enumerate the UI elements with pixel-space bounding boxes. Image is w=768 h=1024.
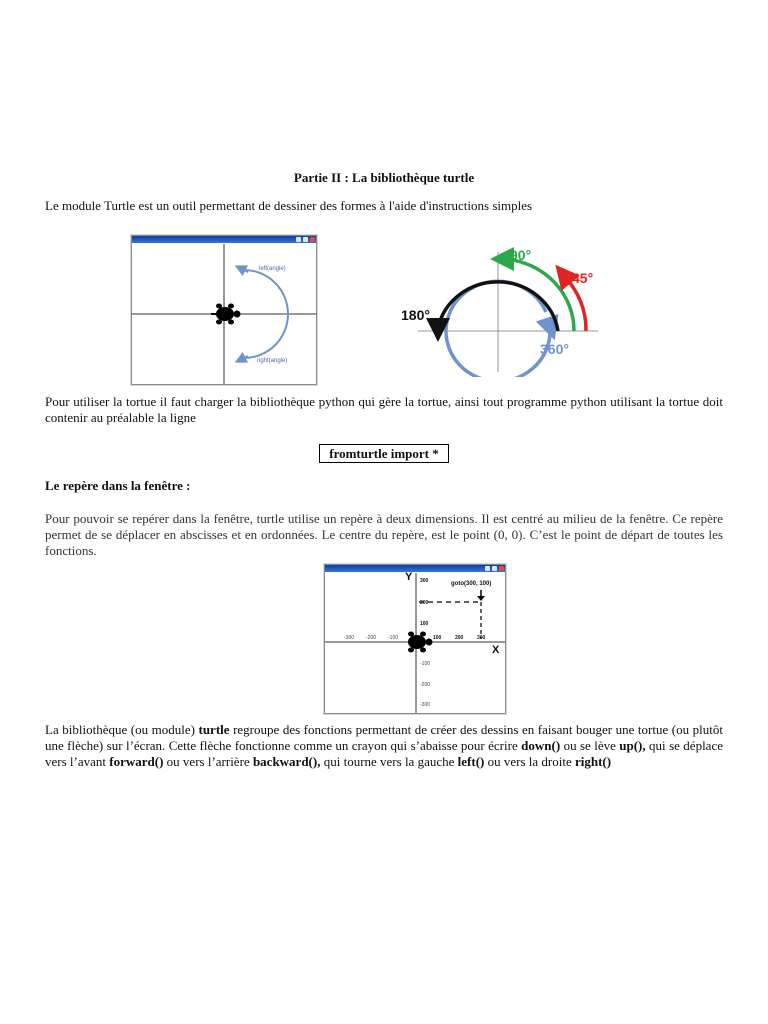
function-backward: backward(), bbox=[252, 754, 321, 769]
paragraph-coordinate-system: Pour pouvoir se repérer dans la fenêtre, turtle utilise un repère à deux dimensions. Il est centré au milieu de la fenêtre. Ce repère permet de se déplacer en abscisses et en ordonnées. Le centre du repère, est le point (0, 0). C’est le point de départ de toutes les fonctions. bbox=[45, 511, 723, 558]
turtle-icon bbox=[408, 632, 433, 653]
x-tick-label: 300 bbox=[477, 635, 486, 641]
text-run: ou vers la droite bbox=[484, 754, 575, 769]
text-run: ou vers l’arrière bbox=[163, 754, 253, 769]
turtle-icon bbox=[211, 304, 241, 325]
paragraph-import-instructions: Pour utiliser la tortue il faut charger la bibliothèque python qui gère la tortue, ainsi tout programme python utilisant la tortue doit contenir au préalable la ligne bbox=[45, 394, 723, 425]
x-axis-label: X bbox=[492, 644, 500, 656]
text-run: qui tourne vers la gauche bbox=[320, 754, 458, 769]
turtle-window-figure bbox=[131, 235, 317, 385]
right-angle-label: right(angle) bbox=[257, 358, 288, 364]
code-import-line: fromturtle import * bbox=[319, 444, 449, 463]
intro-paragraph: Le module Turtle est un outil permettant de dessiner des formes à l'aide d'instructions simples bbox=[45, 198, 533, 213]
text-run: qui se déplace vers l’avant bbox=[45, 738, 723, 769]
angle-360-label: 360° bbox=[540, 341, 569, 357]
angle-90-label: 90° bbox=[510, 247, 532, 263]
section-heading: Le repère dans la fenêtre : bbox=[45, 478, 191, 493]
x-tick-label: 200 bbox=[455, 635, 464, 641]
y-axis-label: Y bbox=[405, 571, 413, 583]
text-run: regroupe des fonctions permettant de créer des dessins en faisant bouger une tortue (ou plutôt une flèche) sur l’écran. Cette flèche fonctionne comme un crayon qui s’abaisse pour écrire bbox=[45, 722, 723, 753]
turtle-rotation-diagram bbox=[132, 236, 316, 384]
function-up: up(), bbox=[619, 738, 646, 753]
function-left: left() bbox=[457, 754, 485, 769]
function-down: down() bbox=[521, 738, 561, 753]
coordinate-window-figure bbox=[324, 564, 506, 714]
keyword-turtle: turtle bbox=[198, 722, 230, 737]
angles-figure bbox=[398, 242, 608, 377]
y-tick-label: 100 bbox=[420, 621, 429, 627]
x-tick-label: -100 bbox=[388, 635, 399, 641]
y-tick-label: 200 bbox=[420, 600, 429, 606]
x-tick-label: 100 bbox=[433, 635, 442, 641]
function-right: right() bbox=[574, 754, 612, 769]
function-forward: forward() bbox=[109, 754, 164, 769]
x-tick-label: -300 bbox=[344, 635, 355, 641]
x-tick-label: -200 bbox=[366, 635, 377, 641]
y-tick-label: -300 bbox=[420, 702, 431, 708]
goto-label: goto(300, 100) bbox=[451, 581, 492, 587]
arc-90 bbox=[506, 259, 574, 331]
text-run: ou se lève bbox=[560, 738, 620, 753]
angle-180-label: 180° bbox=[401, 307, 430, 323]
page-title: Partie II : La bibliothèque turtle bbox=[293, 170, 475, 185]
paragraph-turtle-functions bbox=[45, 722, 723, 770]
y-tick-label: -200 bbox=[420, 682, 431, 688]
left-angle-label: left(angle) bbox=[259, 266, 286, 272]
text-run: La bibliothèque (ou module) bbox=[45, 722, 199, 737]
y-tick-label: -100 bbox=[420, 661, 431, 667]
angle-45-label: 45° bbox=[572, 270, 594, 286]
y-tick-label: 300 bbox=[420, 578, 429, 584]
